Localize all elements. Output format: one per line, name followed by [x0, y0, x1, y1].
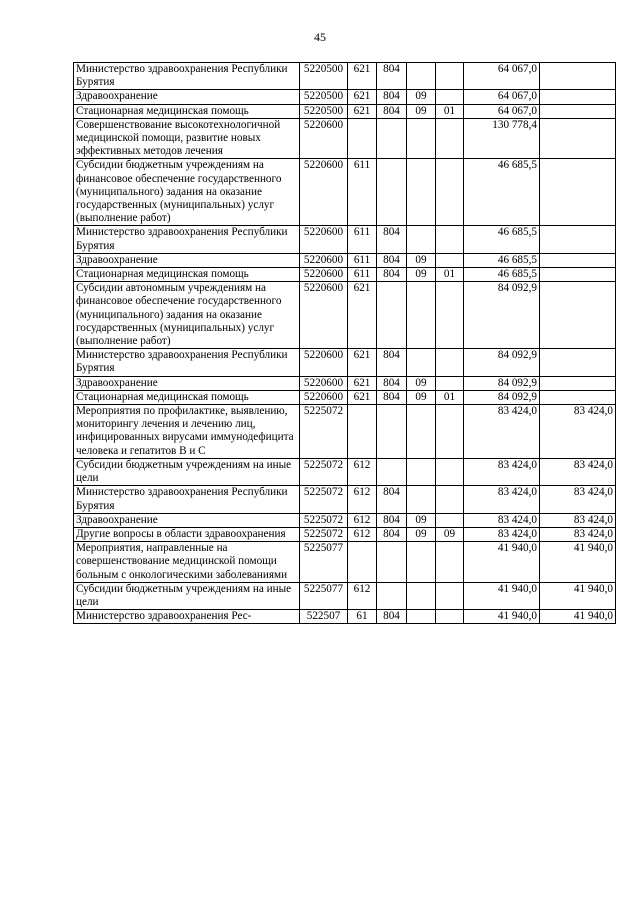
target-article-code: 5225072	[300, 527, 348, 541]
subsection-code: 01	[436, 104, 464, 118]
amount-total: 83 424,0	[464, 405, 540, 459]
expense-type-code: 612	[348, 486, 377, 513]
target-article-code: 5220600	[300, 282, 348, 349]
subsection-code	[436, 513, 464, 527]
amount-federal	[540, 268, 616, 282]
table-row	[74, 405, 616, 459]
amount-total: 46 685,5	[464, 159, 540, 226]
row-name: Совершенствование высокотехнологичной медицинской помощи, развитие новых эффективных методов лечения	[74, 118, 300, 159]
amount-federal	[540, 253, 616, 267]
table-row	[74, 226, 616, 253]
section-code	[407, 486, 436, 513]
subsection-code	[436, 159, 464, 226]
table-row	[74, 390, 616, 404]
target-article-code: 522507	[300, 610, 348, 624]
amount-total: 84 092,9	[464, 282, 540, 349]
amount-federal: 83 424,0	[540, 486, 616, 513]
section-code	[407, 63, 436, 90]
amount-total: 83 424,0	[464, 458, 540, 485]
ministry-code: 804	[377, 513, 407, 527]
table-row	[74, 104, 616, 118]
expense-type-code: 612	[348, 458, 377, 485]
amount-total: 64 067,0	[464, 104, 540, 118]
ministry-code	[377, 542, 407, 583]
row-name: Стационарная медицинская помощь	[74, 104, 300, 118]
section-code: 09	[407, 268, 436, 282]
ministry-code	[377, 118, 407, 159]
section-code	[407, 582, 436, 609]
amount-federal	[540, 376, 616, 390]
row-name: Министерство здравоохранения Республики Бурятия	[74, 349, 300, 376]
row-name: Мероприятия по профилактике, выявлению, мониторингу лечения и лечению лиц, инфицированных вирусами иммунодефицита человека и гепатитов В и С	[74, 405, 300, 459]
subsection-code: 01	[436, 268, 464, 282]
section-code	[407, 282, 436, 349]
subsection-code	[436, 226, 464, 253]
table-row	[74, 118, 616, 159]
amount-total: 41 940,0	[464, 582, 540, 609]
amount-federal: 41 940,0	[540, 582, 616, 609]
expense-type-code: 621	[348, 390, 377, 404]
table-row	[74, 513, 616, 527]
row-name: Здравоохранение	[74, 513, 300, 527]
row-name: Другие вопросы в области здравоохранения	[74, 527, 300, 541]
amount-federal: 41 940,0	[540, 542, 616, 583]
table-row	[74, 610, 616, 624]
amount-federal: 83 424,0	[540, 405, 616, 459]
target-article-code: 5225072	[300, 405, 348, 459]
section-code	[407, 458, 436, 485]
subsection-code	[436, 542, 464, 583]
row-name: Субсидии автономным учреждениям на финансовое обеспечение государственного (муниципального) задания на оказание государственных (муниципальных) услуг (выполнение работ)	[74, 282, 300, 349]
subsection-code	[436, 486, 464, 513]
expense-type-code: 621	[348, 376, 377, 390]
row-name: Стационарная медицинская помощь	[74, 390, 300, 404]
table-row	[74, 349, 616, 376]
ministry-code: 804	[377, 253, 407, 267]
target-article-code: 5220600	[300, 159, 348, 226]
subsection-code	[436, 118, 464, 159]
row-name: Субсидии бюджетным учреждениям на иные цели	[74, 582, 300, 609]
row-name: Здравоохранение	[74, 253, 300, 267]
subsection-code: 09	[436, 527, 464, 541]
target-article-code: 5220600	[300, 253, 348, 267]
target-article-code: 5220600	[300, 390, 348, 404]
amount-total: 64 067,0	[464, 90, 540, 104]
amount-total: 84 092,9	[464, 349, 540, 376]
ministry-code	[377, 458, 407, 485]
row-name: Здравоохранение	[74, 376, 300, 390]
ministry-code: 804	[377, 63, 407, 90]
amount-federal: 83 424,0	[540, 513, 616, 527]
target-article-code: 5220500	[300, 63, 348, 90]
table-row	[74, 376, 616, 390]
subsection-code	[436, 253, 464, 267]
table-row	[74, 527, 616, 541]
ministry-code: 804	[377, 390, 407, 404]
ministry-code: 804	[377, 90, 407, 104]
section-code	[407, 118, 436, 159]
row-name: Министерство здравоохранения Республики Бурятия	[74, 486, 300, 513]
amount-total: 84 092,9	[464, 390, 540, 404]
expense-type-code: 621	[348, 90, 377, 104]
row-name: Министерство здравоохранения Республики Бурятия	[74, 226, 300, 253]
ministry-code: 804	[377, 376, 407, 390]
amount-federal	[540, 104, 616, 118]
subsection-code	[436, 63, 464, 90]
section-code: 09	[407, 104, 436, 118]
section-code	[407, 349, 436, 376]
budget-table	[73, 62, 616, 624]
amount-total: 41 940,0	[464, 542, 540, 583]
subsection-code	[436, 458, 464, 485]
table-row	[74, 90, 616, 104]
target-article-code: 5220500	[300, 90, 348, 104]
amount-federal	[540, 63, 616, 90]
subsection-code: 01	[436, 390, 464, 404]
row-name: Мероприятия, направленные на совершенствование медицинской помощи больным с онкологическими заболеваниями	[74, 542, 300, 583]
subsection-code	[436, 582, 464, 609]
amount-total: 83 424,0	[464, 527, 540, 541]
expense-type-code	[348, 405, 377, 459]
table-row	[74, 63, 616, 90]
table-row	[74, 253, 616, 267]
subsection-code	[436, 405, 464, 459]
target-article-code: 5225072	[300, 486, 348, 513]
amount-federal	[540, 159, 616, 226]
ministry-code: 804	[377, 268, 407, 282]
ministry-code: 804	[377, 104, 407, 118]
ministry-code: 804	[377, 349, 407, 376]
section-code: 09	[407, 90, 436, 104]
section-code	[407, 610, 436, 624]
amount-federal: 83 424,0	[540, 458, 616, 485]
row-name: Министерство здравоохранения Республики Бурятия	[74, 63, 300, 90]
table-row	[74, 159, 616, 226]
expense-type-code: 621	[348, 349, 377, 376]
section-code: 09	[407, 253, 436, 267]
section-code	[407, 542, 436, 583]
amount-total: 83 424,0	[464, 486, 540, 513]
row-name: Субсидии бюджетным учреждениям на иные цели	[74, 458, 300, 485]
subsection-code	[436, 90, 464, 104]
target-article-code: 5220600	[300, 268, 348, 282]
expense-type-code: 621	[348, 104, 377, 118]
ministry-code: 804	[377, 610, 407, 624]
amount-federal	[540, 90, 616, 104]
ministry-code	[377, 405, 407, 459]
ministry-code: 804	[377, 226, 407, 253]
target-article-code: 5220600	[300, 349, 348, 376]
ministry-code: 804	[377, 486, 407, 513]
amount-total: 64 067,0	[464, 63, 540, 90]
target-article-code: 5220600	[300, 118, 348, 159]
target-article-code: 5225072	[300, 513, 348, 527]
amount-total: 41 940,0	[464, 610, 540, 624]
subsection-code	[436, 610, 464, 624]
expense-type-code: 611	[348, 226, 377, 253]
amount-federal	[540, 390, 616, 404]
ministry-code	[377, 582, 407, 609]
target-article-code: 5220500	[300, 104, 348, 118]
target-article-code: 5220600	[300, 226, 348, 253]
section-code: 09	[407, 390, 436, 404]
amount-federal: 83 424,0	[540, 527, 616, 541]
table-row	[74, 268, 616, 282]
target-article-code: 5220600	[300, 376, 348, 390]
expense-type-code	[348, 118, 377, 159]
row-name: Стационарная медицинская помощь	[74, 268, 300, 282]
table-row	[74, 458, 616, 485]
expense-type-code: 611	[348, 159, 377, 226]
expense-type-code: 621	[348, 63, 377, 90]
table-row	[74, 282, 616, 349]
section-code	[407, 226, 436, 253]
page-number: 45	[314, 30, 326, 44]
subsection-code	[436, 349, 464, 376]
target-article-code: 5225072	[300, 458, 348, 485]
section-code	[407, 159, 436, 226]
amount-federal	[540, 118, 616, 159]
amount-total: 46 685,5	[464, 268, 540, 282]
ministry-code: 804	[377, 527, 407, 541]
section-code	[407, 405, 436, 459]
expense-type-code: 61	[348, 610, 377, 624]
amount-total: 84 092,9	[464, 376, 540, 390]
row-name: Министерство здравоохранения Рес-	[74, 610, 300, 624]
amount-federal	[540, 226, 616, 253]
ministry-code	[377, 282, 407, 349]
table-row	[74, 542, 616, 583]
amount-total: 130 778,4	[464, 118, 540, 159]
table-row	[74, 486, 616, 513]
amount-total: 46 685,5	[464, 226, 540, 253]
section-code: 09	[407, 376, 436, 390]
amount-federal: 41 940,0	[540, 610, 616, 624]
section-code: 09	[407, 513, 436, 527]
expense-type-code: 621	[348, 282, 377, 349]
table-row	[74, 582, 616, 609]
target-article-code: 5225077	[300, 582, 348, 609]
section-code: 09	[407, 527, 436, 541]
amount-total: 46 685,5	[464, 253, 540, 267]
amount-total: 83 424,0	[464, 513, 540, 527]
expense-type-code: 611	[348, 253, 377, 267]
expense-type-code: 612	[348, 513, 377, 527]
row-name: Здравоохранение	[74, 90, 300, 104]
amount-federal	[540, 349, 616, 376]
expense-type-code	[348, 542, 377, 583]
expense-type-code: 612	[348, 582, 377, 609]
subsection-code	[436, 376, 464, 390]
ministry-code	[377, 159, 407, 226]
target-article-code: 5225077	[300, 542, 348, 583]
amount-federal	[540, 282, 616, 349]
expense-type-code: 611	[348, 268, 377, 282]
subsection-code	[436, 282, 464, 349]
row-name: Субсидии бюджетным учреждениям на финансовое обеспечение государственного (муниципального) задания на оказание государственных (муниципальных) услуг (выполнение работ)	[74, 159, 300, 226]
expense-type-code: 612	[348, 527, 377, 541]
